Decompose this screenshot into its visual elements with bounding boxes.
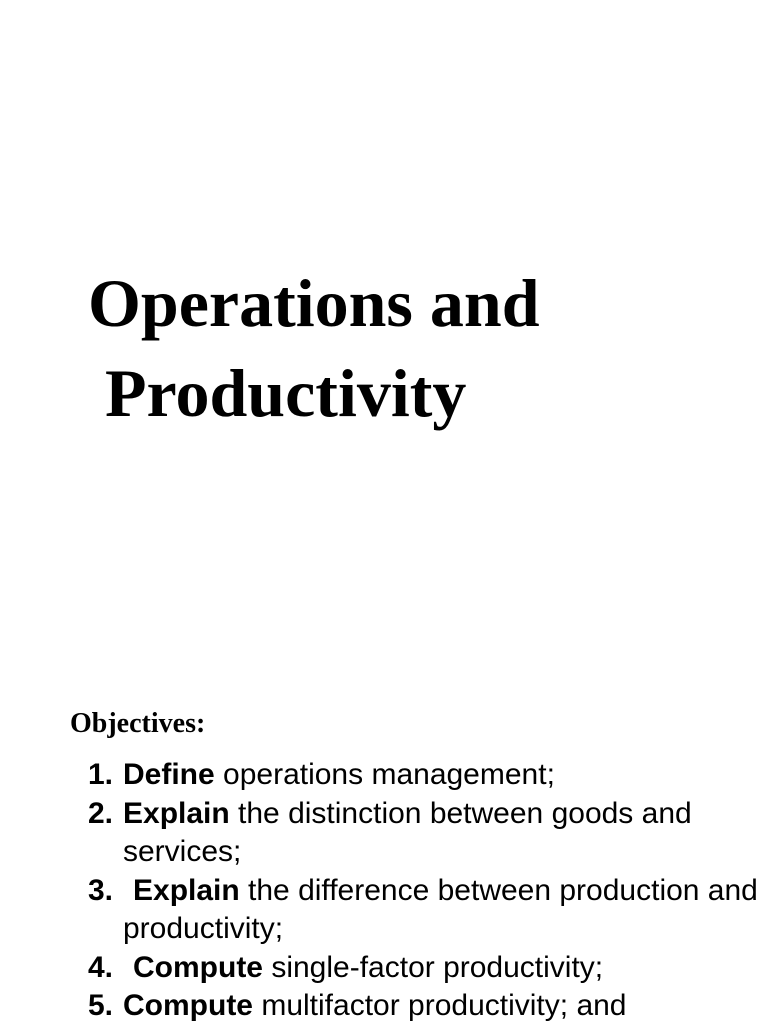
- objective-number: 3.: [88, 873, 114, 907]
- objective-verb: Define: [123, 758, 215, 791]
- objectives-list: [88, 756, 768, 1024]
- slide-title-line-1: Operations and: [88, 265, 540, 341]
- objective-item: [88, 872, 768, 949]
- objective-number: 1.: [88, 758, 114, 791]
- slide-title-line-2: Productivity: [105, 355, 467, 431]
- objective-verb: Explain: [123, 796, 230, 830]
- objective-text: the difference between production and productivity;: [123, 873, 758, 945]
- objective-verb: Explain: [133, 873, 240, 907]
- objective-verb: Compute: [123, 989, 253, 1022]
- objective-number: 5.: [88, 989, 114, 1022]
- objective-item: [88, 756, 768, 795]
- objective-verb: Compute: [133, 950, 263, 984]
- objective-text: single-factor productivity;: [263, 950, 604, 984]
- objective-text: multifactor productivity; and: [253, 989, 627, 1022]
- objective-text: the distinction between goods and services;: [123, 796, 692, 868]
- objective-item: [88, 987, 768, 1024]
- objective-item: [88, 795, 768, 872]
- objectives-heading: Objectives:: [70, 708, 206, 739]
- objective-text: operations management;: [214, 758, 555, 791]
- objective-item: [88, 949, 768, 988]
- slide-title: [0, 258, 768, 438]
- objective-number: 4.: [88, 950, 114, 984]
- objective-number: 2.: [88, 796, 114, 830]
